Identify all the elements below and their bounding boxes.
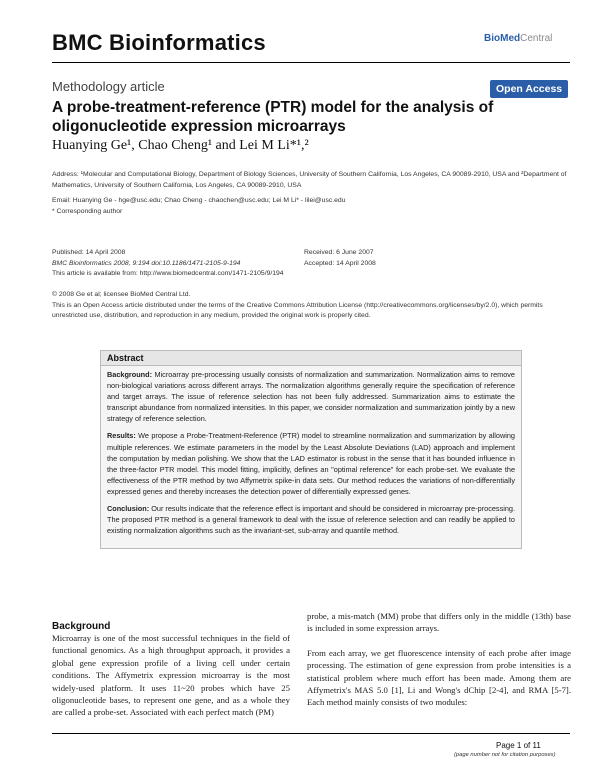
author-list: Huanying Ge¹, Chao Cheng¹ and Lei M Li*¹,² [52,138,309,153]
left-paragraph: Microarray is one of the most successful techniques in the field of functional genomics. As a high throughput approach, it provides a global gene expression profile of a living cell under certain conditions. The Affymetrix expression microarray is the most widely-used platform. It uses 11~20 probes which have 25 oligonucleotide bases, to represent one gene, and as a whole they are called a probe-set. Associated with each perfect match (PM) [52,633,290,718]
open-access-badge: Open Access [490,80,568,98]
accepted-date: Accepted: 14 April 2008 [304,259,376,267]
license-text: This is an Open Access article distributed under the terms of the Creative Commons Attribution License (http://creativecommons.org/licenses/by/2.0), which permits unrestricted use, distribution, and reproduction in any medium, provided the original work is properly cited. [52,301,543,319]
citation-line: BMC Bioinformatics 2008, 9:194 doi:10.1186/1471-2105-9-194 [52,259,241,267]
author-emails: Email: Huanying Ge - hge@usc.edu; Chao Cheng - chaochen@usc.edu; Lei M Li* - lilei@usc.edu [52,197,346,204]
abstract-heading: Abstract [101,351,521,366]
published-date: Published: 14 April 2008 [52,249,126,256]
copyright-line: © 2008 Ge et al; licensee BioMed Central Ltd. [52,291,191,298]
right-paragraph-2: From each array, we get fluorescence intensity of each probe after image processing. The estimation of gene expression from probe intensities is a statistical problem where much effort has been made. Among them are Affymetrix's MAS 5.0 [1], Li and Wong's dChip [2-4], and RMA [5-7]. Each method mainly consists of two modules: [307,647,571,708]
right-paragraph-1: probe, a mis-match (MM) probe that differs only in the middle (13th) base is included in some expression arrays. [307,611,571,634]
received-accepted [304,248,376,269]
background-heading: Background [52,621,111,632]
background-label: Background: [107,370,152,379]
article-type: Methodology article [52,79,165,94]
results-label: Results: [107,431,136,441]
body-left-column [52,632,290,719]
page-note: (page number not for citation purposes) [454,752,556,758]
biomed-central-logo [484,33,552,44]
conclusion-text: Our results indicate that the reference effect is important and should be considered in microarray pre-processing. The proposed PTR method is a general framework to deal with the issue of reference selection and can readily be applied to existing normalization algorithms such as the invariant-set, sub-array and quantile method. [107,504,515,536]
page-number: Page 1 of 11 [496,741,541,750]
conclusion-label: Conclusion: [107,504,150,514]
abstract-conclusion [107,503,515,536]
publication-meta [52,248,284,280]
journal-title: BMC Bioinformatics [52,30,266,55]
logo-suffix: Central [520,33,553,44]
received-date: Received: 6 June 2007 [304,249,374,256]
author-address: Address: ¹Molecular and Computational Biology, Department of Biology Sciences, University of Southern California, Los Angeles, CA 90089-2910, USA and ²Department of Mathematics, University of Southern California, Los Angeles, CA 90089-2910, USA [52,171,567,189]
logo-brand: BioMed [484,33,521,44]
article-url[interactable]: This article is available from: http://www.biomedcentral.com/1471-2105/9/194 [52,270,284,277]
background-text: Microarray pre-processing usually consists of normalization and summarization. Normalization aims to remove non-biological variations across different arrays. The normalization algorithms generally require the specification of reference and target arrays. The issue of reference selection has not been fully addressed. Summarization aims to estimate the transcript abundance from normalized intensities. In this paper, we consider normalization and summarization jointly by a new strategy of reference selection. [107,370,515,424]
article-title: A probe-treatment-reference (PTR) model for the analysis of oligonucleotide expression microarrays [52,99,494,135]
abstract-background [107,369,515,424]
abstract-box [100,350,522,549]
body-right-column [307,610,571,709]
corresponding-note: * Corresponding author [52,208,123,215]
header-rule [52,62,570,63]
footer-rule [52,733,570,734]
results-text: We propose a Probe-Treatment-Reference (PTR) model to streamline normalization and summarization by allowing multiple references. We estimate parameters in the model by the Least Absolute Deviations (LAD) approach and implement the computation by median polishing. We show that the LAD estimator is robust in the sense that it has bounded influence in the three-factor PTR model. This model fitting, implicitly, defines an "optimal reference" for each probe-set. We evaluate the effectiveness of the PTR method by two Affymetrix spike-in data sets. Our method reduces the variations of non-differentially expressed genes and thereby increases the detection power of differentially expressed genes. [107,431,515,496]
copyright-block [52,290,570,322]
abstract-results [107,430,515,497]
